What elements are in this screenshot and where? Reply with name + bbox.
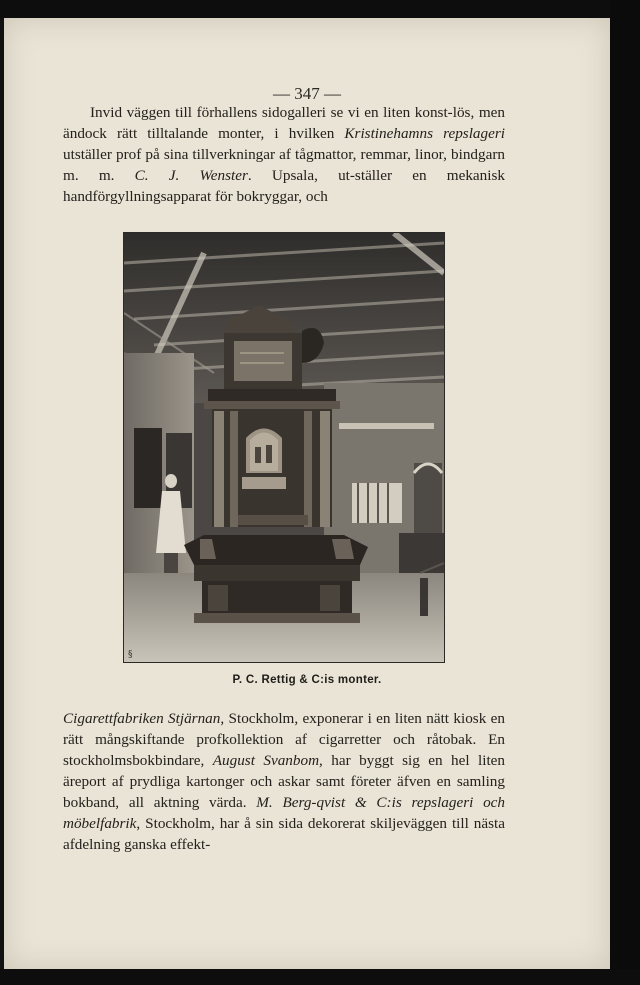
paragraph-top-text-2: utställer prof på sina tillverkningar af tågmattor, remmar, linor, bindgarn m. m. [63, 146, 505, 184]
paragraph-bottom-italic-2: August Svanbom [212, 752, 320, 769]
paragraph-top-text-3: . Upsala, ut-ställer en mekanisk handförgyllningsapparat för bokryggar, och [63, 167, 505, 205]
paragraph-top-italic-1: Kristinehamns repslageri [344, 125, 505, 142]
paragraph-bottom-text-2: , har byggt sig en hel liten äreport af prydliga kartonger och askar samt företer äfven en samling bokband, all aktning värda. [63, 752, 506, 811]
paragraph-bottom-text-3: , Stockholm, har å sin sida dekorerat skiljeväggen till nästa afdelning ganska effekt- [63, 815, 505, 853]
scan-bottom-border [0, 969, 640, 985]
paragraph-top-text-1: Invid väggen till förhallens sidogalleri se vi en liten konst-lös, men ändock rätt tilltalande monter, i hvilken [63, 104, 505, 142]
paragraph-bottom-italic-3: M. Berg-qvist & C:is repslageri och möbelfabrik [63, 794, 506, 832]
paragraph-bottom [63, 708, 505, 855]
scan-right-border [610, 0, 640, 985]
paragraph-top [63, 102, 505, 207]
scan-top-border [0, 0, 640, 18]
svg-text:§: § [128, 650, 133, 660]
figure-caption: P. C. Rettig & C:is monter. [232, 674, 382, 686]
paragraph-top-italic-2: C. J. Wenster [134, 167, 248, 184]
page-number: — 347 — [273, 84, 341, 103]
paragraph-bottom-italic-1: Cigarettfabriken Stjärnan [63, 710, 221, 727]
photo-illustration [124, 233, 444, 662]
exhibit-photograph [123, 232, 445, 663]
book-page [4, 18, 610, 969]
paragraph-bottom-text-1: , Stockholm, exponerar i en liten nätt kiosk en rätt mångskiftande profkollektion af cigarretter och råtobak. En stockholmsbokbindare, [63, 710, 505, 769]
